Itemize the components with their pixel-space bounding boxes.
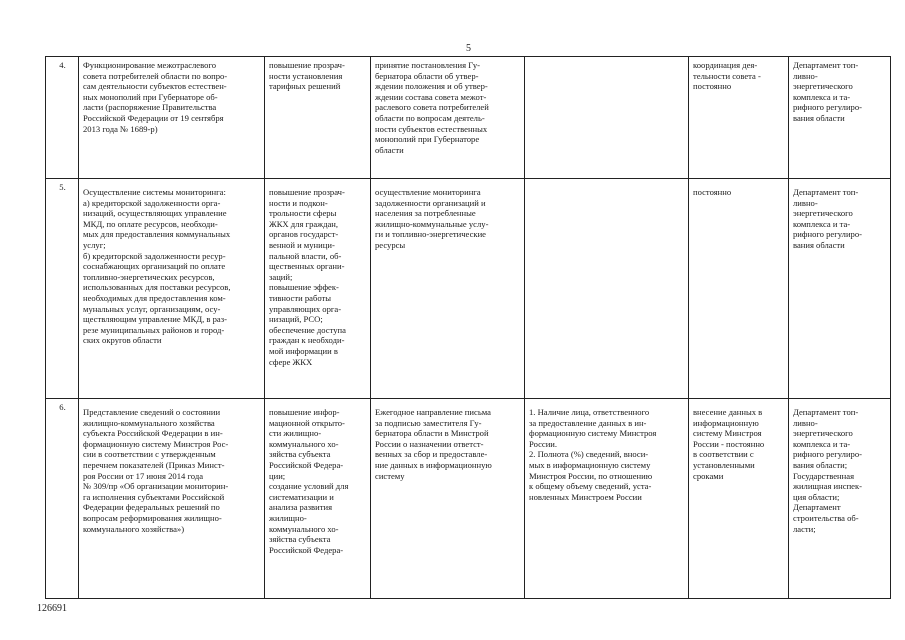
row-number-cell: 5.	[46, 179, 79, 399]
result-cell: осуществление мониторинга задолженности организаций и населения за потребленные жилищно-коммунальные услу- ги и топливно-энергетические ресурсы	[371, 179, 525, 399]
executor-cell: Департамент топ- ливно- энергетического комплекса и та- рифного регулиро- вания области; Государственная жилищная инспек- ция области; Департамент строительства об- ласти;	[789, 399, 891, 599]
page-number: 5	[466, 43, 471, 54]
table-row	[46, 57, 891, 179]
deadline-cell: координация дея- тельности совета - постоянно	[689, 57, 789, 179]
indicator-cell	[525, 179, 689, 399]
deadline-cell: постоянно	[689, 179, 789, 399]
result-cell: Ежегодное направление письма за подписью заместителя Гу- бернатора области в Минстрой России о назначении ответст- венных за сбор и предоставле- ние данных в информационную систему	[371, 399, 525, 599]
table-row	[46, 399, 891, 599]
row-number-cell: 6.	[46, 399, 79, 599]
goal-cell: повышение прозрач- ности и подкон- трольности сферы ЖКХ для граждан, органов государст- венной и муници- пальной власти, об- щественных органи- заций; повышение эффек- тивности работы управляющих орга- низаций, РСО; обеспечение доступа граждан к необходи- мой информации в сфере ЖКХ	[265, 179, 371, 399]
event-cell: Осуществление системы мониторинга: а) кредиторской задолженности орга- низаций, осуществляющих управление МКД, по оплате ресурсов, необходи- мых для предоставления коммунальных услуг; б) кредиторской задолженности ресур- соснабжающих организаций по оплате топливно-энергетических ресурсов, использованных для поставки ресурсов, необходимых для предоставления ком- мунальных услуг, организациям, осу- ществляющим управление МКД, в раз- резе муниципальных районов и город- ских округов области	[79, 179, 265, 399]
deadline-cell: внесение данных в информационную систему Минстроя России - постоянно в соответствии с установленными сроками	[689, 399, 789, 599]
goal-cell: повышение инфор- мационной открыто- сти жилищно- коммунального хо- зяйства субъекта Российской Федера- ции; создание условий для систематизации и анализа развития жилищно- коммунального хо- зяйства субъекта Российской Федера-	[265, 399, 371, 599]
executor-cell: Департамент топ- ливно- энергетического комплекса и та- рифного регулиро- вания области	[789, 57, 891, 179]
row-number-cell: 4.	[46, 57, 79, 179]
indicator-cell	[525, 57, 689, 179]
result-cell: принятие постановления Гу- бернатора области об утвер- ждении положения и об утвер- ждении состава совета межот- раслевого совета потребителей области по вопросам деятель- ности субъектов естественных монополий при Губернаторе области	[371, 57, 525, 179]
measures-table	[45, 56, 891, 599]
indicator-cell: 1. Наличие лица, ответственного за предоставление данных в ин- формационную систему Минстроя России. 2. Полнота (%) сведений, вноси- мых в информационную систему Минстроя России, по отношению к общему объему сведений, уста- новленных Минстроем России	[525, 399, 689, 599]
event-cell: Функционирование межотраслевого совета потребителей области по вопро- сам деятельности субъектов естествен- ных монополий при Губернаторе об- ласти (распоряжение Правительства Российской Федерации от 19 сентября 2013 года № 1689-р)	[79, 57, 265, 179]
document-number: 126691	[37, 603, 67, 614]
executor-cell: Департамент топ- ливно- энергетического комплекса и та- рифного регулиро- вания области	[789, 179, 891, 399]
table-row	[46, 179, 891, 399]
goal-cell: повышение прозрач- ности установления тарифных решений	[265, 57, 371, 179]
event-cell: Представление сведений о состоянии жилищно-коммунального хозяйства субъекта Российской Федерации в ин- формационную систему Минстроя Рос- сии в соответствии с утвержденным перечнем показателей (Приказ Минст- роя России от 17 июня 2014 года № 309/пр «Об организации мониторин- га исполнения субъектами Российской Федерации федеральных решений по вопросам реформирования жилищно- коммунального хозяйства»)	[79, 399, 265, 599]
